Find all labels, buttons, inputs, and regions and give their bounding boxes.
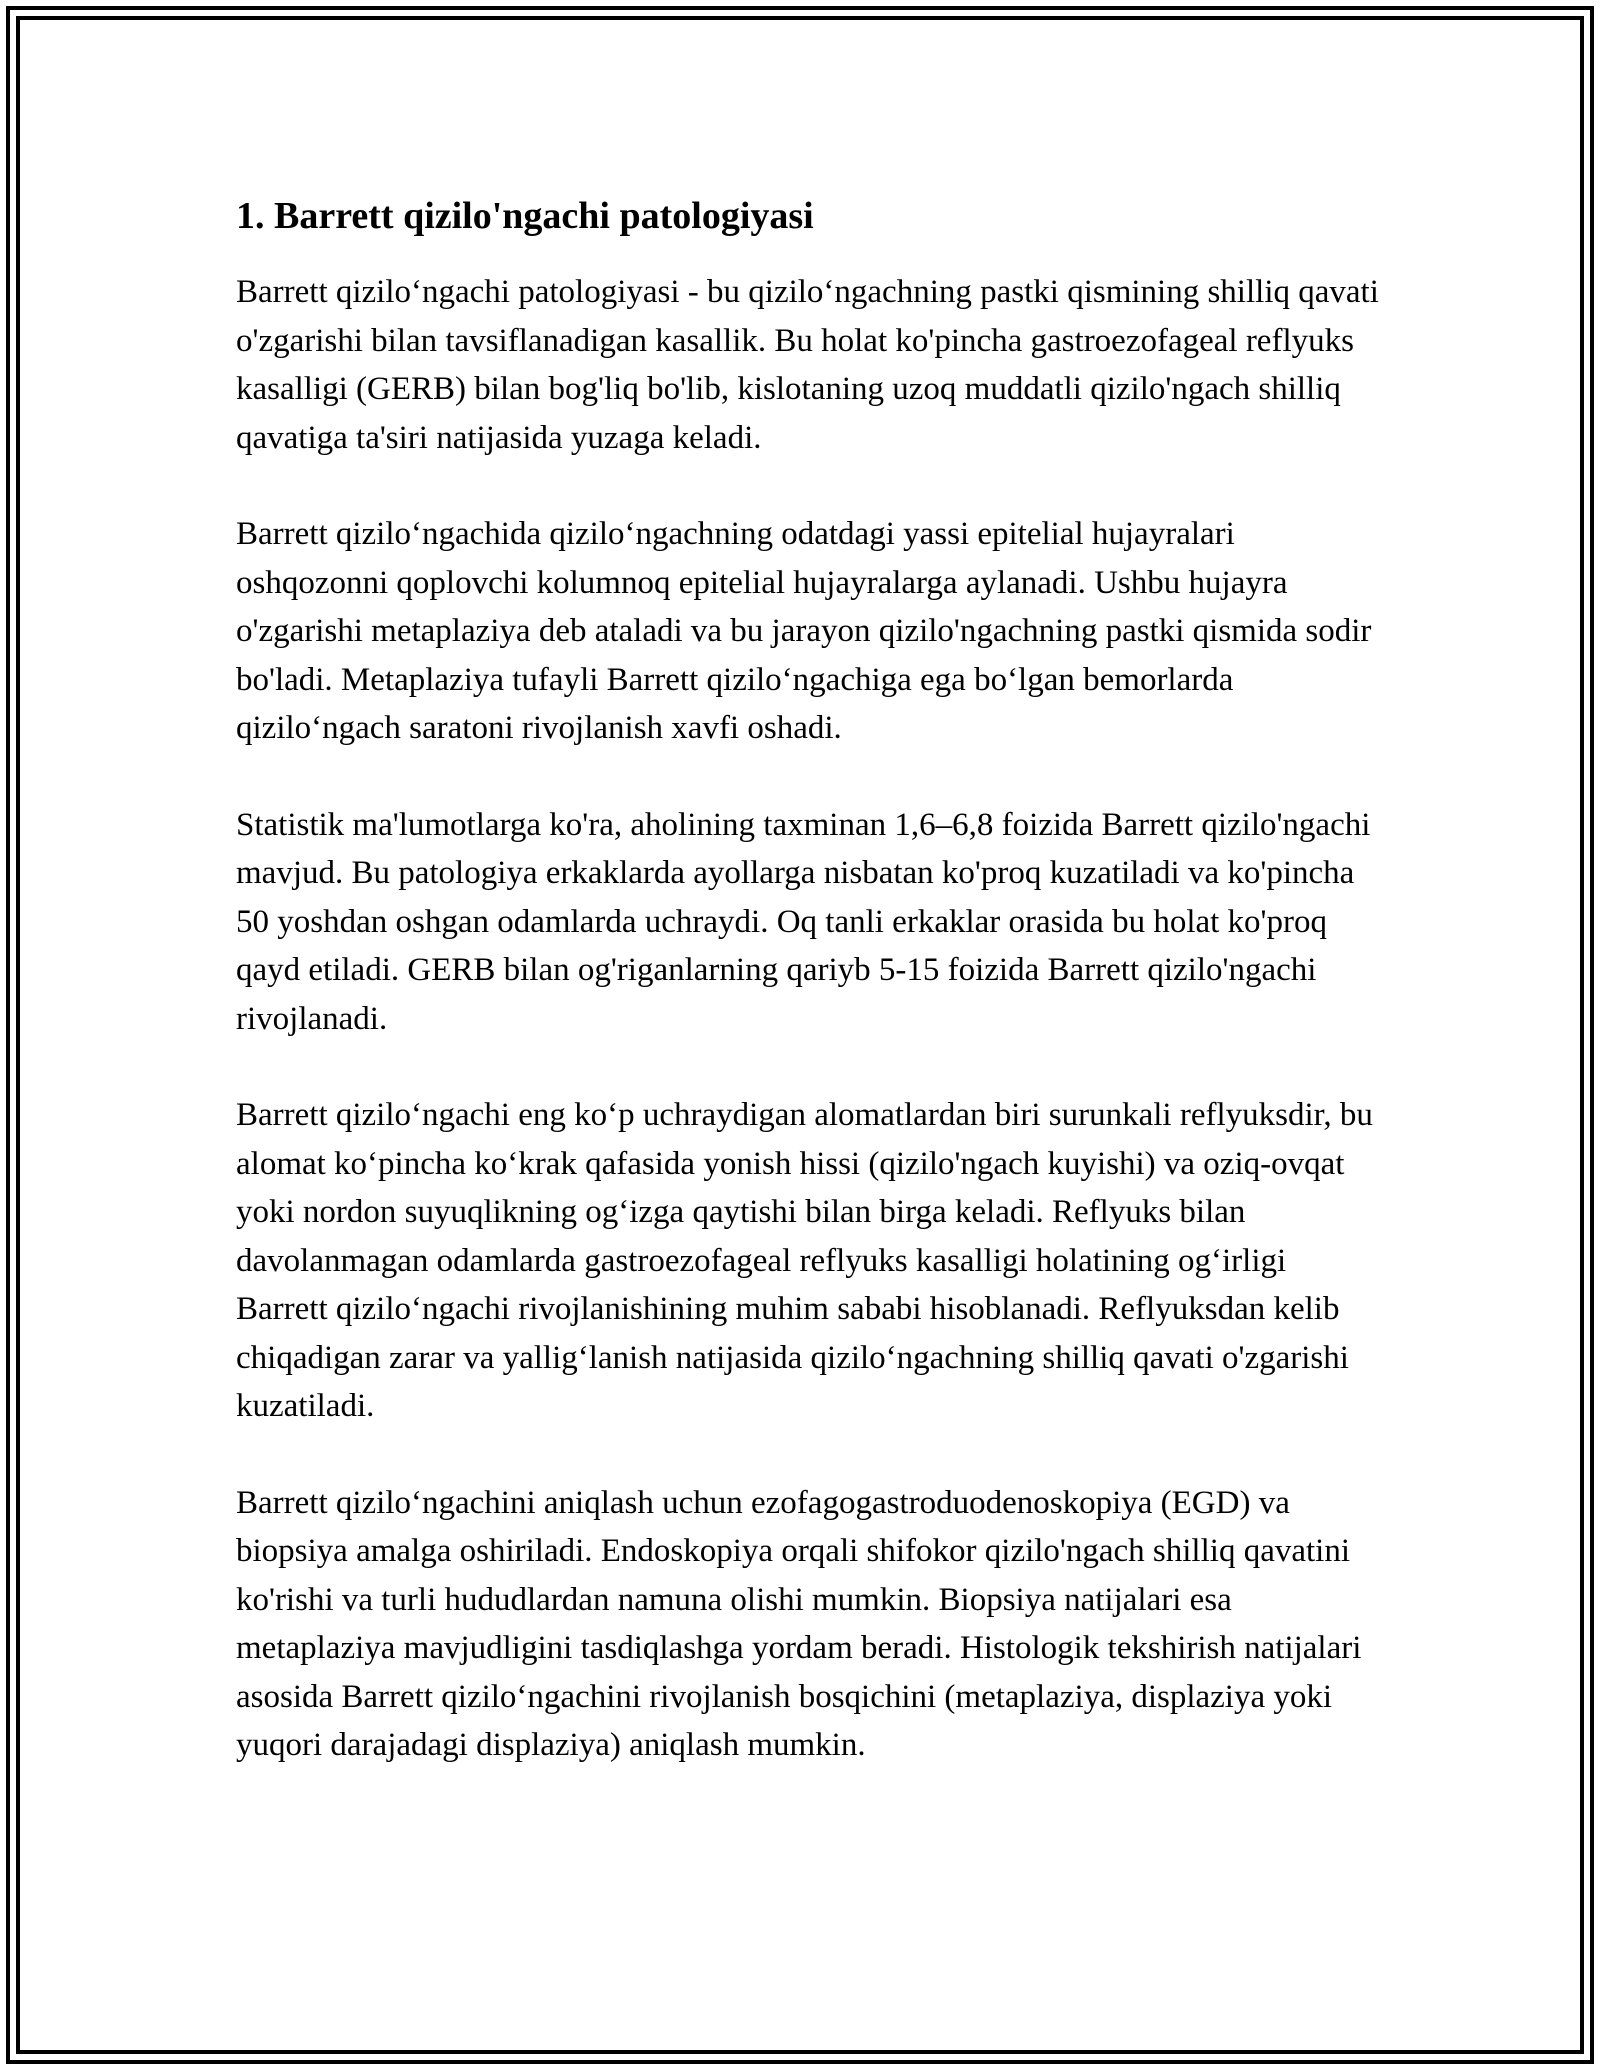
paragraph-symptoms: Barrett qizilo‘ngachi eng ko‘p uchraydigan alomatlardan biri surunkali reflyuksdir, bu alomat ko‘pincha ko‘krak qafasida yonish hissi (qizilo'ngach kuyishi) va oziq-ovqat yoki nordon suyuqlikning og‘izga qaytishi bilan birga keladi. Reflyuks bilan davolanmagan odamlarda gastroezofageal reflyuks kasalligi holatining og‘irligi Barrett qizilo‘ngachi rivojlanishining muhim sababi hisoblanadi. Reflyuksdan kelib chiqadigan zarar va yallig‘lanish natijasida qizilo‘ngachning shilliq qavati o'zgarishi kuzatiladi. — [236, 1097, 1373, 1424]
section-heading: 1. Barrett qizilo'ngachi patologiyasi — [236, 195, 814, 237]
paragraph-metaplasia: Barrett qizilo‘ngachida qizilo‘ngachning odatdagi yassi epitelial hujayralari oshqozonni qoplovchi kolumnoq epitelial hujayralarga aylanadi. Ushbu hujayra o'zgarishi metaplaziya deb ataladi va bu jarayon qizilo'ngachning pastki qismida sodir bo'ladi. Metaplaziya tufayli Barrett qizilo‘ngachiga ega bo‘lgan bemorlarda qizilo‘ngach saratoni rivojlanish xavfi oshadi. — [236, 516, 1372, 746]
paragraph-definition: Barrett qizilo‘ngachi patologiyasi - bu qizilo‘ngachning pastki qismining shilliq qavati o'zgarishi bilan tavsiflanadigan kasallik. Bu holat ko'pincha gastroezofageal reflyuks kasalligi (GERB) bilan bog'liq bo'lib, kislotaning uzoq muddatli qizilo'ngach shilliq qavatiga ta'siri natijasida yuzaga keladi. — [236, 274, 1379, 456]
document-body — [236, 188, 1386, 1818]
paragraph-diagnosis: Barrett qizilo‘ngachini aniqlash uchun ezofagogastroduodenoskopiya (EGD) va biopsiya amalga oshiriladi. Endoskopiya orqali shifokor qizilo'ngach shilliq qavatini ko'rishi va turli hududlardan namuna olishi mumkin. Biopsiya natijalari esa metaplaziya mavjudligini tasdiqlashga yordam beradi. Histologik tekshirish natijalari asosida Barrett qizilo‘ngachini rivojlanish bosqichini (metaplaziya, displaziya yoki yuqori darajadagi displaziya) aniqlash mumkin. — [236, 1484, 1362, 1763]
paragraph-statistics: Statistik ma'lumotlarga ko'ra, aholining taxminan 1,6–6,8 foizida Barrett qizilo'ngachi mavjud. Bu patologiya erkaklarda ayollarga nisbatan ko'proq kuzatiladi va ko'pincha 50 yoshdan oshgan odamlarda uchraydi. Oq tanli erkaklar orasida bu holat ko'proq qayd etiladi. GERB bilan og'riganlarning qariyb 5-15 foizida Barrett qizilo'ngachi rivojlanadi. — [236, 806, 1371, 1037]
